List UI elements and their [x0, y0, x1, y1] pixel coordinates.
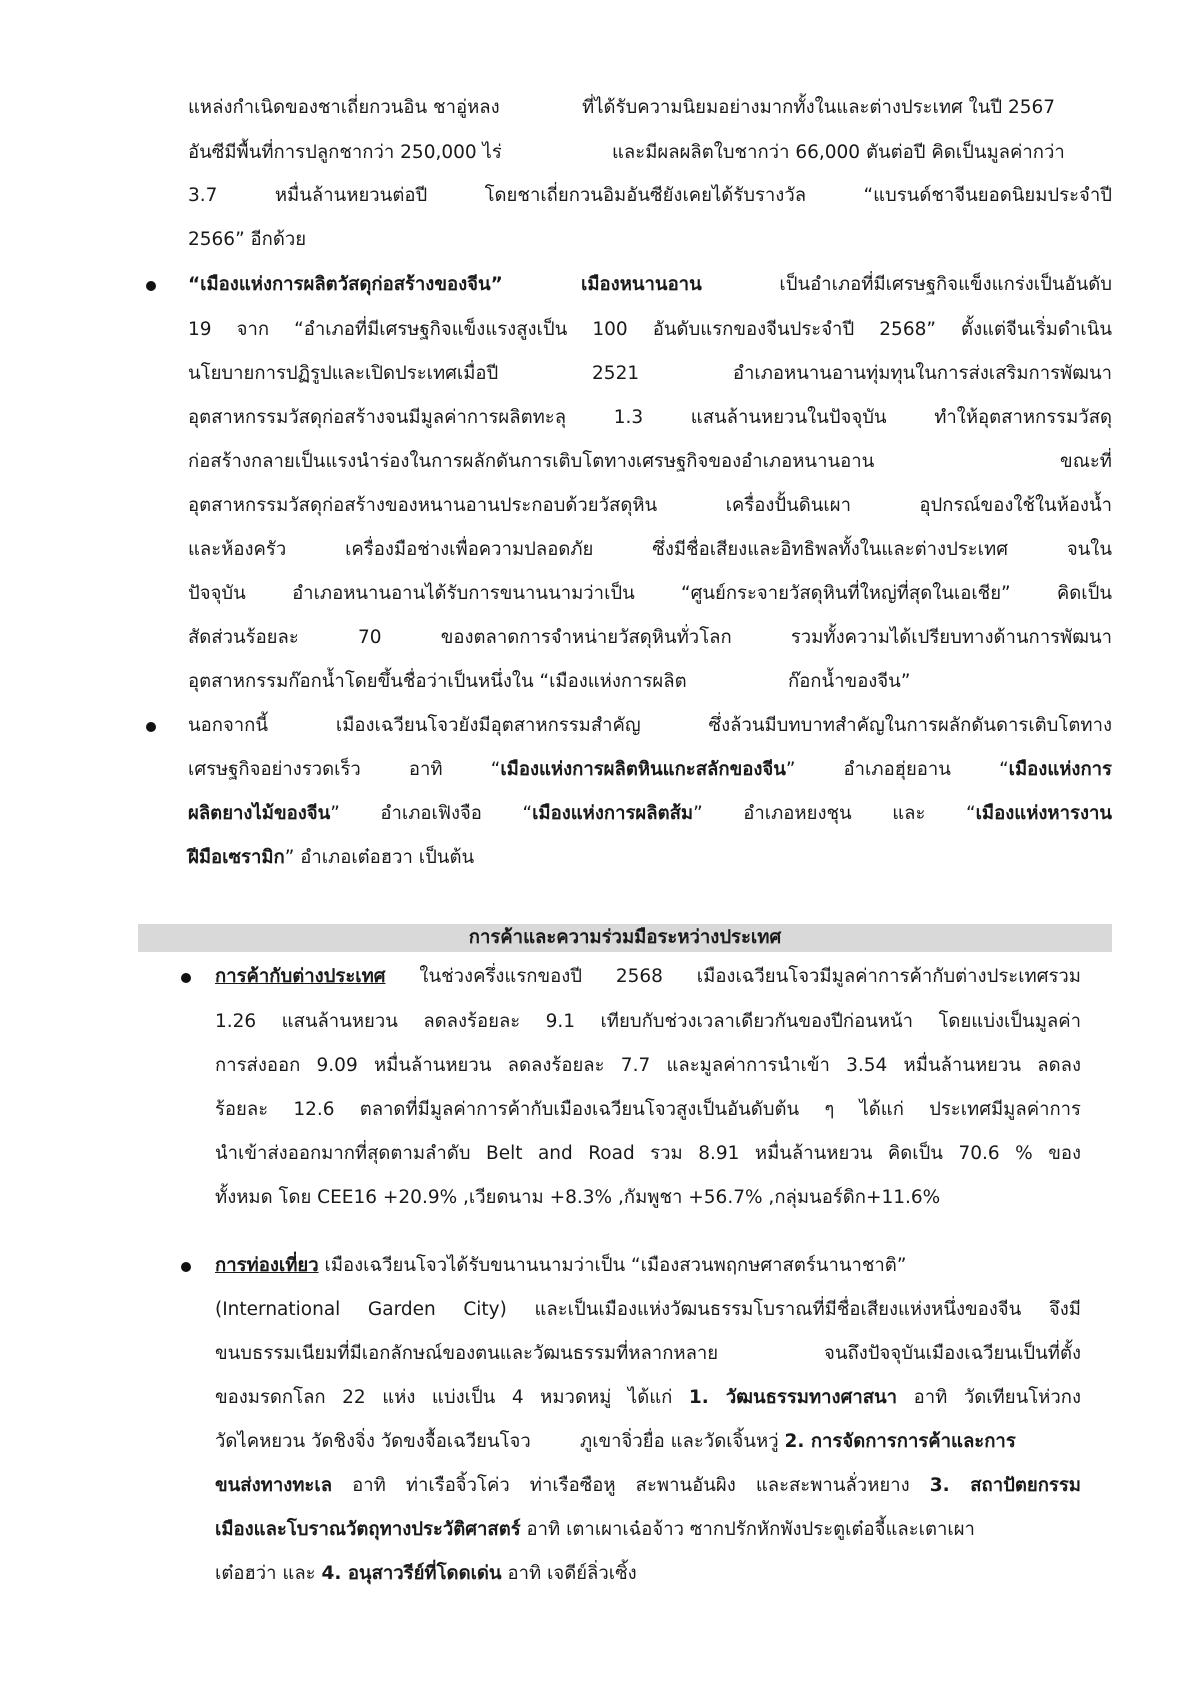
trade-line-3: การส่งออก 9.09 หมื่นล้านหยวน ลดลงร้อยละ 7.7 และมูลค่าการนำเข้า 3.54 หมื่นล้านหยวน ลดลง [215, 1055, 1081, 1076]
bullet1-line-1 [188, 276, 1112, 295]
tourism-bold: 1. วัฒนธรรมทางศาสนา [688, 1387, 898, 1408]
tourism-text: เต๋อฮว่า และ [215, 1563, 322, 1584]
bullet1-line-3: นโยบายการปฏิรูปและเปิดประเทศเมื่อปี 2521 อำเภอหนานอานทุ่มทุนในการส่งเสริมการพัฒนา [188, 363, 1112, 384]
para1-line-1b: ที่ได้รับความนิยมอย่างมากทั้งในและต่างประเทศ ในปี 2567 [582, 97, 1056, 118]
bullet2-text: ” อำเภอหยงชุน และ “ [693, 803, 976, 824]
bullet1-line-10b: ก๊อกน้ำของจีน” [788, 671, 911, 692]
para1-line-4: 2566” อีกด้วย [188, 229, 307, 250]
para1-line-3: 3.7 หมื่นล้านหยวนต่อปี โดยชาเถี่ยกวนอิมอันซียังเคยได้รับรางวัล “แบรนด์ชาจีนยอดนิยมประจำปี [188, 185, 1112, 206]
tourism-text: อาทิ วัดเทียนโห่วกง [897, 1387, 1081, 1408]
bullet2-text: ” อำเภอเฟิงจือ “ [330, 803, 533, 824]
bullet2-bold: เมืองแห่งการผลิตหินแกะสลักของจีน [500, 759, 786, 780]
para1-line-1a: แหล่งกำเนิดของชาเถี่ยกวนอิน ชาอู่หลง [188, 97, 500, 118]
tourism-text: ของมรดกโลก 22 แห่ง แบ่งเป็น 4 หมวดหมู่ ได้แก่ [215, 1387, 689, 1408]
tourism-text: อาทิ ท่าเรือจิ้วโค่ว ท่าเรือซือหู สะพานอันผิง และสะพานลั่วหยาง [332, 1475, 930, 1496]
bullet2-bold: เมืองแห่งการผลิตส้ม [532, 803, 694, 824]
trade-line-1 [215, 968, 1081, 987]
bullet1-line-5: ก่อสร้างกลายเป็นแรงนำร่องในการผลักดันการเติบโตทางเศรษฐกิจของอำเภอหนานอาน ขณะที่ [188, 451, 1112, 472]
bullet1-line-4: อุตสาหกรรมวัสดุก่อสร้างจนมีมูลค่าการผลิตทะลุ 1.3 แสนล้านหยวนในปัจจุบัน ทำให้อุตสาหกรรมวัสดุ [188, 407, 1112, 428]
section-header [138, 924, 1112, 952]
bullet2-line-1: นอกจากนี้ เมืองเฉวียนโจวยังมีอุตสาหกรรมสำคัญ ซึ่งล้วนมีบทบาทสำคัญในการผลักดันดารเติบโตทาง [188, 715, 1112, 736]
bullet2-line-3 [188, 805, 1112, 824]
bullet2-line-4 [188, 849, 474, 868]
trade-heading: การค้ากับต่างประเทศ [215, 966, 386, 987]
tourism-bold: เมืองและโบราณวัตถุทางประวัติศาสตร์ [215, 1519, 521, 1540]
bullet2-line-2 [188, 761, 1112, 780]
trade-line-4: ร้อยละ 12.6 ตลาดที่มีมูลค่าการค้ากับเมืองเฉวียนโจวสูงเป็นอันดับต้น ๆ ได้แก่ ประเทศมีมูลค่าการ [215, 1099, 1081, 1120]
para1-line-2b: และมีผลผลิตใบชากว่า 66,000 ตันต่อปี คิดเป็นมูลค่ากว่า [612, 142, 1065, 163]
bullet2-text: เศรษฐกิจอย่างรวดเร็ว อาทิ “ [188, 759, 501, 780]
bullet1-line-8: ปัจจุบัน อำเภอหนานอานได้รับการขนานนามว่าเป็น “ศูนย์กระจายวัสดุหินที่ใหญ่ที่สุดในเอเชีย” คิดเป็น [188, 583, 1112, 604]
bullet1-line-6: อุตสาหกรรมวัสดุก่อสร้างของหนานอานประกอบด้วยวัสดุหิน เครื่องปั้นดินเผา อุปกรณ์ของใช้ในห้องน้ำ [188, 495, 1112, 516]
tourism-text: อาทิ เจดีย์ลิ่วเซิ้ง [501, 1563, 637, 1584]
tourism-line-3: ขนบธรรมเนียมที่มีเอกลักษณ์ของตนและวัฒนธรรมที่หลากหลาย จนถึงปัจจุบันเมืองเฉวียนเป็นที่ตั้ง [215, 1343, 1081, 1364]
tourism-bold: ขนส่งทางทะเล [215, 1475, 333, 1496]
tourism-line-4 [215, 1389, 1081, 1408]
bullet2-bold: เมืองแห่งการ [1008, 759, 1112, 780]
tourism-line-5a: วัดไคหยวน วัดชิงจิ่ง วัดขงจื้อเฉวียนโจว [215, 1431, 531, 1452]
para1-line-2a: อันซีมีพื้นที่การปลูกชากว่า 250,000 ไร่ [188, 142, 502, 163]
trade-line-1-text: ในช่วงครึ่งแรกของปี 2568 เมืองเฉวียนโจวมีมูลค่าการค้ากับต่างประเทศรวม [385, 966, 1081, 987]
bullet-dot [146, 722, 156, 732]
tourism-heading: การท่องเที่ยว [215, 1255, 319, 1276]
bullet1-line-2: 19 จาก “อำเภอที่มีเศรษฐกิจแข็งแรงสูงเป็น 100 อันดับแรกของจีนประจำปี 2568” ตั้งแต่จีนเริ่มดำเนิน [188, 319, 1112, 340]
bullet2-text: ” อำเภอฮุ่ยอาน “ [785, 759, 1009, 780]
bullet-dot [146, 281, 156, 291]
section-title: การค้าและความร่วมมือระหว่างประเทศ [468, 927, 782, 948]
bullet1-line-10a: อุตสาหกรรมก๊อกน้ำโดยขึ้นชื่อว่าเป็นหนึ่งใน “เมืองแห่งการผลิต [188, 671, 687, 692]
trade-line-2: 1.26 แสนล้านหยวน ลดลงร้อยละ 9.1 เทียบกับช่วงเวลาเดียวกันของปีก่อนหน้า โดยแบ่งเป็นมูลค่า [215, 1011, 1081, 1032]
bullet-dot [181, 973, 191, 983]
bullet2-bold: ฝีมือเซรามิก [188, 847, 285, 868]
tourism-bold: 4. อนุสาวรีย์ที่โดดเด่น [321, 1563, 502, 1584]
tourism-bold: 2. การจัดการการค้าและการ [784, 1431, 1016, 1452]
bullet2-text: ” อำเภอเต๋อฮวา เป็นต้น [284, 847, 475, 868]
tourism-line-7 [215, 1521, 975, 1540]
tourism-bold: 3. สถาปัตยกรรม [929, 1475, 1081, 1496]
tourism-line-5b [580, 1433, 1016, 1452]
bullet-dot [181, 1262, 191, 1272]
tourism-line-6 [215, 1477, 1081, 1496]
trade-line-5: นำเข้าส่งออกมากที่สุดตามลำดับ Belt and Road รวม 8.91 หมื่นล้านหยวน คิดเป็น 70.6 % ของ [215, 1143, 1081, 1164]
bullet2-bold: ผลิตยางไม้ของจีน [188, 803, 331, 824]
bullet1-line-1-text: เป็นอำเภอที่มีเศรษฐกิจแข็งแกร่งเป็นอันดับ [701, 274, 1113, 295]
bullet1-line-9: สัดส่วนร้อยละ 70 ของตลาดการจำหน่ายวัสดุหินทั่วโลก รวมทั้งความได้เปรียบทางด้านการพัฒนา [188, 627, 1112, 648]
tourism-line-1 [215, 1257, 906, 1276]
trade-line-6: ทั้งหมด โดย CEE16 +20.9% ,เวียดนาม +8.3% ,กัมพูชา +56.7% ,กลุ่มนอร์ดิก+11.6% [215, 1187, 941, 1208]
tourism-text: อาทิ เตาเผาเฉ๋อจ้าว ซากปรักหักพังประตูเต๋อจี้และเตาเผา [520, 1519, 975, 1540]
bullet1-line-7: และห้องครัว เครื่องมือช่างเพื่อความปลอดภัย ซึ่งมีชื่อเสียงและอิทธิพลทั้งในและต่างประเทศ จนใน [188, 539, 1112, 560]
tourism-line-2: (International Garden City) และเป็นเมืองแห่งวัฒนธรรมโบราณที่มีชื่อเสียงแห่งหนึ่งของจีน จึงมี [215, 1299, 1081, 1320]
bullet1-heading: “เมืองแห่งการผลิตวัสดุก่อสร้างของจีน” เมืองหนานอาน [188, 274, 702, 295]
bullet2-bold: เมืองแห่งหารงาน [975, 803, 1113, 824]
tourism-line-1-text: เมืองเฉวียนโจวได้รับขนานนามว่าเป็น “เมืองสวนพฤกษศาสตร์นานาชาติ” [318, 1255, 907, 1276]
tourism-text: ภูเขาจิ่วยื่อ และวัดเจิ้นหวู่ [580, 1431, 785, 1452]
tourism-line-8 [215, 1565, 637, 1584]
